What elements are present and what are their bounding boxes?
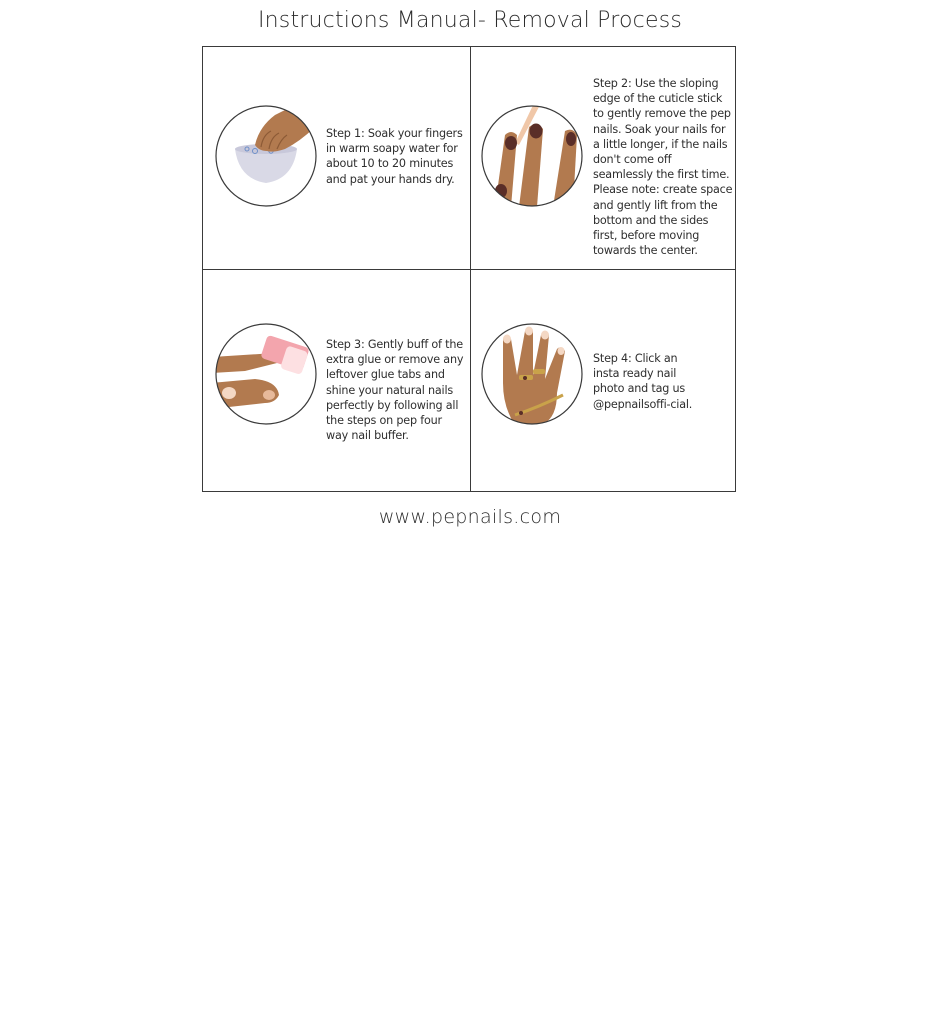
step-cell-3	[203, 270, 470, 492]
step-4-text: Step 4: Click an insta ready nail photo and tag us @pepnailsoffi-cial.	[593, 352, 693, 411]
step-cell-2	[471, 47, 738, 269]
step-cell-1	[203, 47, 470, 269]
soaking-fingers-icon	[215, 105, 317, 207]
hand-with-rings-icon	[481, 323, 583, 425]
step-cell-4	[471, 270, 738, 492]
steps-grid	[202, 46, 736, 492]
nail-buffer-icon	[215, 323, 317, 425]
website-link[interactable]: www.pepnails.com	[378, 506, 562, 528]
step-2-text: Step 2: Use the sloping edge of the cuticle stick to gently remove the pep nails. Soak your nails for a little longer, if the nails don't come off seamlessly the first time. Please note: create space and gently lift from the bottom and the sides first, before moving towards the center.	[593, 77, 733, 258]
step-1-text: Step 1: Soak your fingers in warm soapy water for about 10 to 20 minutes and pat your hands dry.	[326, 127, 463, 186]
page-title: Instructions Manual- Removal Process	[257, 8, 683, 33]
step-3-text: Step 3: Gently buff of the extra glue or remove any leftover glue tabs and shine your natural nails perfectly by following all the steps on pep four way nail buffer.	[326, 338, 464, 443]
cuticle-stick-icon	[481, 105, 583, 207]
